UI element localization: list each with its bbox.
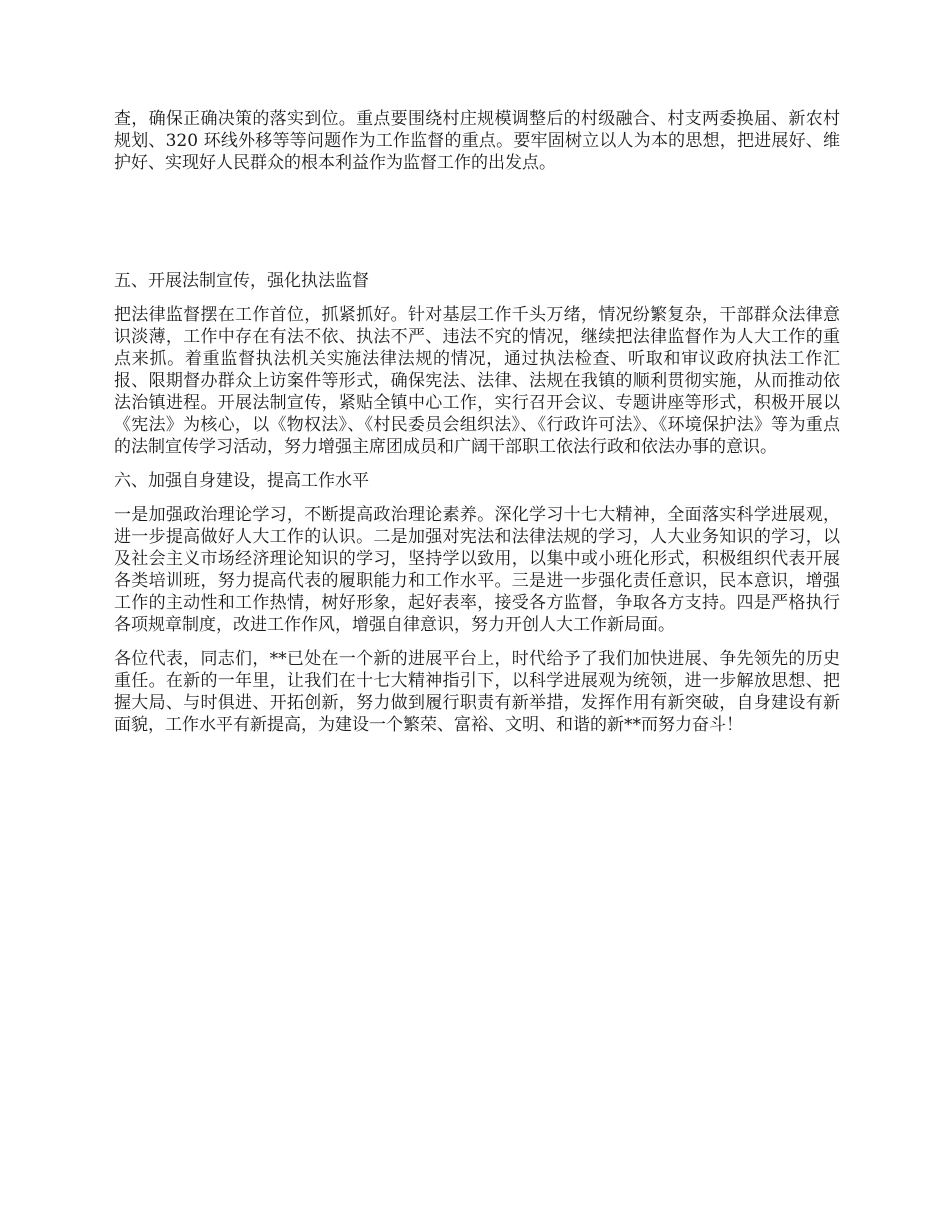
paragraph-continuation: 查，确保正确决策的落实到位。重点要围绕村庄规模调整后的村级融合、村支两委换届、新农村规划、320 环线外移等等问题作为工作监督的重点。要牢固树立以人为本的思想，把进展好、维护好、实现好人民群众的根本利益作为监督工作的出发点。: [114, 109, 840, 173]
paragraph-legal-supervision: 把法律监督摆在工作首位，抓紧抓好。针对基层工作千头万绪，情况纷繁复杂，干部群众法律意识淡薄，工作中存在有法不依、执法不严、违法不究的情况，继续把法律监督作为人大工作的重点来抓。着重监督执法机关实施法律法规的情况，通过执法检查、听取和审议政府执法工作汇报、限期督办群众上访案件等形式，确保宪法、法律、法规在我镇的顺利贯彻实施，从而推动依法治镇进程。开展法制宣传，紧贴全镇中心工作，实行召开会议、专题讲座等形式，积极开展以《宪法》为核心，以《物权法》、《村民委员会组织法》、《行政许可法》、《环境保护法》等为重点的法制宣传学习活动，努力增强主席团成员和广阔干部职工依法行政和依法办事的意识。: [114, 305, 840, 457]
document-body: [114, 108, 840, 748]
paragraph-self-building: 一是加强政治理论学习，不断提高政治理论素养。深化学习十七大精神，全面落实科学进展观，进一步提高做好人大工作的认识。二是加强对宪法和法律法规的学习，人大业务知识的学习，以及社会主义市场经济理论知识的学习，坚持学以致用，以集中或小班化形式，积极组织代表开展各类培训班，努力提高代表的履职能力和工作水平。三是进一步强化责任意识，民本意识，增强工作的主动性和工作热情，树好形象，起好表率，接受各方监督，争取各方支持。四是严格执行各项规章制度，改进工作作风，增强自律意识，努力开创人大工作新局面。: [114, 505, 840, 635]
section-heading-6: 六、加强自身建设，提高工作水平: [114, 471, 369, 491]
section-heading-5: 五、开展法制宣传，强化执法监督: [114, 271, 369, 291]
paragraph-gap: [114, 186, 840, 270]
paragraph-closing: 各位代表，同志们，**已处在一个新的进展平台上，时代给予了我们加快进展、争先领先的历史重任。在新的一年里，让我们在十七大精神指引下，以科学进展观为统领，进一步解放思想、把握大局、与时俱进、开拓创新，努力做到履行职责有新举措，发挥作用有新突破，自身建设有新面貌，工作水平有新提高，为建设一个繁荣、富裕、文明、和谐的新**而努力奋斗！: [114, 649, 840, 735]
